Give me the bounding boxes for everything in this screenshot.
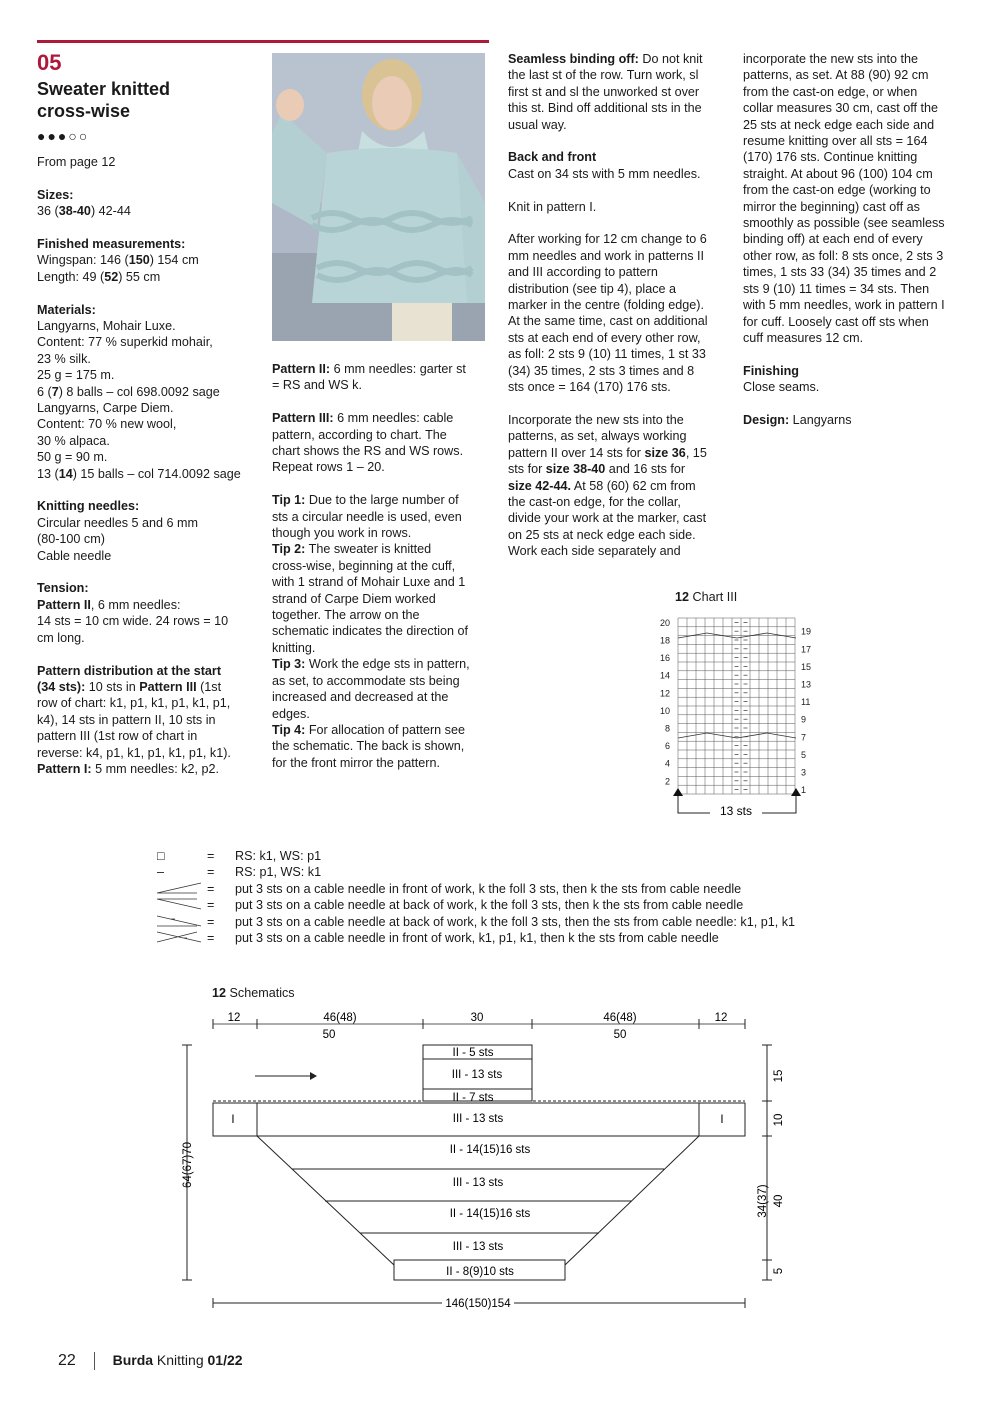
cable-front-purl-icon <box>157 930 207 946</box>
difficulty-rating: ●●●○○ <box>37 128 90 144</box>
chart-title: 12 Chart III <box>675 590 738 604</box>
chart-row-label: 14 <box>659 670 670 681</box>
pattern-title: Sweater knitted cross-wise <box>37 79 171 121</box>
column-1: From page 12 Sizes: 36 (38-40) 42-44 Finished measurements: Wingspan: 146 (150) 154 cm Length: 49 (52) 55 cm Materials: Langyarns, Mohair Luxe. Content: 77 % superkid mohair, 23 % silk. 25 g = 175 m. 6 (7) 8 balls – col 698.0092 sage Langyarns, Carpe Diem. Content: 70 % new wool, 30 % alpaca. 50 g = 90 m. 13 (14) 15 balls – col 714.0092 sage Knitting needles: Circular needles 5 and 6 mm (80-100 cm) Cable needle Tension: Pattern II, 6 mm needles: 14 sts = 10 cm wide. 24 rows = 10 cm long. Pattern distribution at the start (34 sts): 10 sts in Pattern III (1st row of chart: k1, p1, k1, p1, k1, p1, k4), 14 sts in pattern II, 10 sts in pattern III (1st row of chart in reverse: k4, p1, k1, p1, k1, p1, k1). Pattern I: 5 mm needles: k2, p2. <box>37 154 262 777</box>
chart-row-label: 10 <box>659 705 670 716</box>
svg-text:64(67)70: 64(67)70 <box>182 1141 194 1189</box>
chart-row-label: 12 <box>659 688 670 699</box>
svg-text:50: 50 <box>322 1029 336 1041</box>
chart-row-label: 6 <box>664 741 670 752</box>
svg-text:II - 5 sts: II - 5 sts <box>452 1047 494 1059</box>
svg-text:II - 14(15)16 sts: II - 14(15)16 sts <box>449 1208 531 1220</box>
column-3: Seamless binding off: Do not knit the last st of the row. Turn work, sl first st and sl the unworked st over this st. Bind off additional sts in the usual way. Back and front Cast on 34 sts with 5 mm needles. Knit in pattern I. After working for 12 cm change to 6 mm needles and work in patterns II and III according to pattern distribution (see tip 4), place a marker in the centre (folding edge). At the same time, cast on additional sts at each end of every other row, as foll: 2 sts 9 (10) 11 times, 1 st 33 (34) 35 times, 2 sts 3 times and 8 sts once = 164 (170) 176 sts. Incorporate the new sts into the patterns, as set, always working pattern II over 14 sts for size 36, 15 sts for size 38-40 and 16 sts for size 42-44. At 58 (60) 62 cm from the cast-on edge, for the collar, divide your work at the marker, cast on 25 sts at neck edge each side. Work each side separately and <box>508 52 708 559</box>
chart-row-label: 17 <box>801 644 812 655</box>
legend-row: = put 3 sts on a cable needle at back of work, k the foll 3 sts, then k the sts from cable needle <box>157 897 795 913</box>
svg-text:10: 10 <box>773 1113 785 1127</box>
svg-text:12: 12 <box>227 1012 241 1024</box>
cable-back-icon <box>157 897 207 913</box>
legend <box>157 848 795 946</box>
svg-text:30: 30 <box>470 1012 484 1024</box>
chart-row-label: 3 <box>801 767 807 778</box>
chart-row-label: 5 <box>801 749 807 760</box>
from-page: From page 12 <box>37 155 116 169</box>
chart-row-label: 13 <box>801 679 812 690</box>
svg-text:III - 13 sts: III - 13 sts <box>452 1113 504 1125</box>
length: Length: 49 (52) 55 cm <box>37 269 161 284</box>
legend-row: = put 3 sts on a cable needle in front of work, k the foll 3 sts, then k the sts from cable needle <box>157 881 795 897</box>
legend-row: = put 3 sts on a cable needle at back of work, k the foll 3 sts, then the sts from cable needle: k1, p1, k1 <box>157 914 795 930</box>
chart-row-label: 1 <box>801 785 807 796</box>
legend-row: = put 3 sts on a cable needle in front of work, k1, p1, k1, then k the sts from cable needle <box>157 930 795 946</box>
chart-row-label: 19 <box>801 626 812 637</box>
svg-text:II - 8(9)10 sts: II - 8(9)10 sts <box>446 1266 514 1278</box>
pattern-number: 05 <box>37 50 62 75</box>
chart-row-label: 2 <box>664 776 670 787</box>
chart-row-label: 9 <box>801 714 807 725</box>
chart-row-label: 4 <box>664 758 670 769</box>
column-4: incorporate the new sts into the patterns, as set. At 88 (90) 92 cm from the cast-on edge, or when collar measures 30 cm, cast off the 25 sts at neck edge each side and resume knitting over all sts = 164 (170) 176 sts. Continue knitting straight. At about 96 (100) 104 cm from the cast-on edge (working to mirror the beginning) cast off as smoothly as possible (see seamless binding off) at each end of every other row, as foll: 8 sts once, 2 sts 3 times, 1 sts 33 (34) 35 times and 2 sts 9 (10) 11 times = 34 sts. Then with 5 mm needles, work in pattern I for cuff. Loosely cast off sts when cuff measures 12 cm. Finishing Close seams. Design: Langyarns <box>743 52 945 427</box>
wingspan: Wingspan: 146 (150) 154 cm <box>37 253 199 268</box>
svg-text:III - 13 sts: III - 13 sts <box>452 1241 504 1253</box>
cable-front-icon <box>157 881 207 897</box>
svg-text:III - 13 sts: III - 13 sts <box>452 1177 504 1189</box>
svg-text:34(37): 34(37) <box>757 1184 769 1218</box>
schematic-title: 12 Schematics <box>212 986 295 1000</box>
chart-row-label: 16 <box>659 653 670 664</box>
svg-text:40: 40 <box>773 1194 785 1208</box>
svg-text:146(150)154: 146(150)154 <box>445 1298 511 1310</box>
chart-iii <box>650 608 820 823</box>
svg-text:50: 50 <box>613 1029 627 1041</box>
sizes: 36 (38-40) 42-44 <box>37 204 131 219</box>
svg-text:46(48): 46(48) <box>323 1012 357 1024</box>
schematic-diagram <box>170 1005 820 1315</box>
svg-text:5: 5 <box>773 1267 785 1275</box>
svg-text:46(48): 46(48) <box>603 1012 637 1024</box>
sweater-photo <box>272 53 485 341</box>
svg-text:I: I <box>720 1114 724 1126</box>
svg-text:I: I <box>231 1114 235 1126</box>
svg-text:II - 7 sts: II - 7 sts <box>452 1092 494 1104</box>
chart-width-label: 13 sts <box>719 804 753 818</box>
chart-row-label: 15 <box>801 661 812 672</box>
svg-text:15: 15 <box>773 1069 785 1083</box>
footer: 22 Burda Knitting 01/22 <box>58 1352 243 1369</box>
svg-text:III - 13 sts: III - 13 sts <box>451 1069 503 1081</box>
column-2: Pattern II: 6 mm needles: garter st = RS and WS k. Pattern III: 6 mm needles: cable pattern, according to chart. The chart shows the RS and WS rows. Repeat rows 1 – 20. Tip 1: Due to the large number of sts a circular needle is used, even though you work in rows. Tip 2: The sweater is knitted cross-wise, beginning at the cuff, with 1 strand of Mohair Luxe and 1 strand of Carpe Diem worked together. The arrow on the schematic indicates the direction of knitting. Tip 3: Work the edge sts in pattern, as set, to accommodate sts being increased and decreased at the edges. Tip 4: For allocation of pattern see the schematic. The back is shown, for the front mirror the pattern. <box>272 362 470 770</box>
svg-text:II - 14(15)16 sts: II - 14(15)16 sts <box>449 1144 531 1156</box>
header-rule <box>37 40 489 43</box>
chart-row-label: 18 <box>659 635 670 646</box>
legend-row: – = RS: p1, WS: k1 <box>157 865 322 880</box>
legend-row: □ = RS: k1, WS: p1 <box>157 849 322 863</box>
cable-back-purl-icon <box>157 914 207 930</box>
chart-row-label: 20 <box>659 617 670 628</box>
chart-row-label: 11 <box>801 697 811 708</box>
chart-row-label: 7 <box>801 732 807 743</box>
svg-text:12: 12 <box>714 1012 728 1024</box>
chart-row-label: 8 <box>664 723 670 734</box>
